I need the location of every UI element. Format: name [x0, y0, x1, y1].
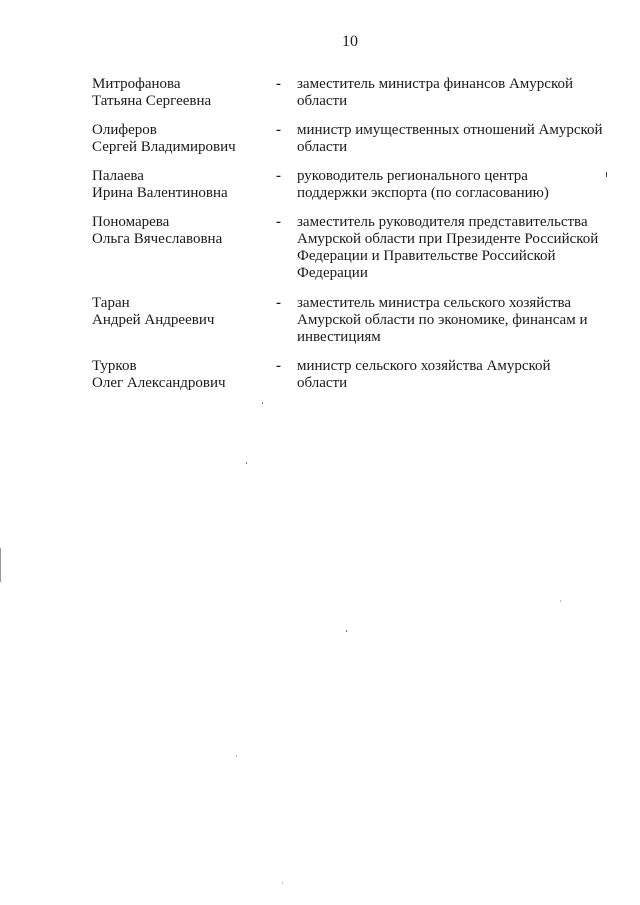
person-surname: Таран	[92, 295, 130, 311]
scan-speck	[560, 600, 561, 602]
person-surname: Олиферов	[92, 122, 157, 138]
person-given-names: Олег Александрович	[92, 375, 226, 391]
person-position	[297, 122, 617, 156]
position-line: заместитель министра финансов Амурской	[297, 76, 573, 92]
position-line: области	[297, 139, 348, 155]
position-line: области	[297, 375, 348, 391]
scan-speck	[606, 172, 607, 177]
scan-speck	[346, 630, 347, 632]
person-given-names: Сергей Владимирович	[92, 139, 236, 155]
person-position	[297, 214, 617, 282]
person-given-names: Ольга Вячеславовна	[92, 231, 223, 247]
person-position	[297, 168, 617, 202]
person-position	[297, 76, 617, 110]
person-name	[92, 358, 272, 392]
separator-dash: -	[276, 168, 281, 184]
separator-dash: -	[276, 358, 281, 374]
position-line: руководитель регионального центра	[297, 168, 528, 184]
scan-speck	[236, 755, 237, 757]
position-line: заместитель министра сельского хозяйства	[297, 295, 572, 311]
scan-speck	[262, 402, 263, 404]
person-surname: Пономарева	[92, 214, 170, 230]
page-number: 10	[342, 33, 358, 50]
person-name	[92, 168, 272, 202]
person-given-names: Татьяна Сергеевна	[92, 93, 212, 109]
person-given-names: Андрей Андреевич	[92, 312, 215, 328]
person-position	[297, 358, 617, 392]
position-line: заместитель руководителя представительства	[297, 214, 588, 230]
person-name	[92, 295, 272, 329]
person-surname: Палаева	[92, 168, 144, 184]
position-line: области	[297, 93, 348, 109]
person-name	[92, 76, 272, 110]
position-line: Амурской области по экономике, финансам и	[297, 312, 588, 328]
separator-dash: -	[276, 214, 281, 230]
person-surname: Митрофанова	[92, 76, 181, 92]
scan-speck	[246, 462, 247, 464]
position-line: поддержки экспорта (по согласованию)	[297, 185, 549, 201]
position-line: инвестициям	[297, 329, 381, 345]
position-line: Федерации	[297, 265, 368, 281]
position-line: министр сельского хозяйства Амурской	[297, 358, 551, 374]
position-line: Амурской области при Президенте Российской	[297, 231, 599, 247]
separator-dash: -	[276, 122, 281, 138]
person-given-names: Ирина Валентиновна	[92, 185, 228, 201]
position-line: министр имущественных отношений Амурской	[297, 122, 603, 138]
person-name	[92, 122, 272, 156]
person-name	[92, 214, 272, 248]
separator-dash: -	[276, 295, 281, 311]
scan-speck	[282, 882, 283, 884]
separator-dash: -	[276, 76, 281, 92]
person-surname: Турков	[92, 358, 137, 374]
position-line: Федерации и Правительстве Российской	[297, 248, 556, 264]
person-position	[297, 295, 617, 346]
scan-speck	[0, 548, 1, 582]
